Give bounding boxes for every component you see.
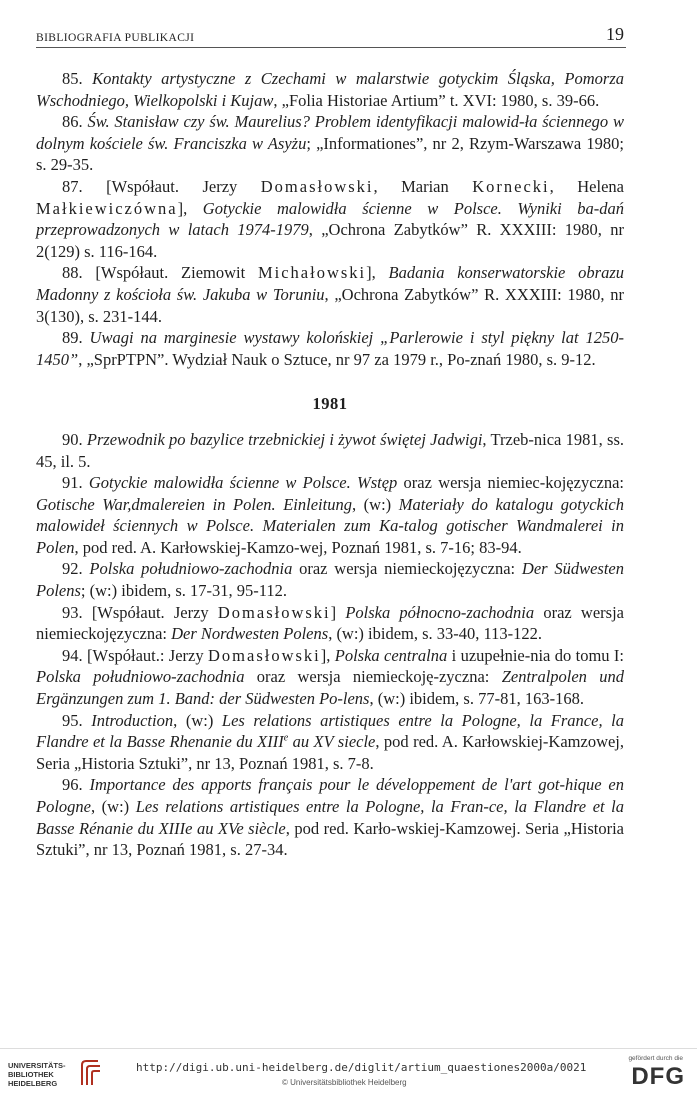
bibliography-entry: 89. Uwagi na marginesie wystawy kolońskiej „Parlerowie i styl piękny lat 1250-1450”, „SprPTPN”. Wydział Nauk o Sztuce, nr 97 za 1979 r., Po-znań 1980, s. 9-12. [36, 328, 625, 369]
footer-bar [0, 1048, 697, 1093]
bibliography-entry: 88. [Współaut. Ziemowit Michałowski], Badania konserwatorskie obrazu Madonny z kościoła św. Jakuba w Toruniu, „Ochrona Zabytków” R. XXXIII: 1980, nr 3(130), s. 231-144. [36, 263, 625, 326]
bibliography-entry: 96. Importance des apports français pour le développement de l'art got-hique en Pologne, (w:) Les relations artistiques entre la Pologne, la Fran-ce, la Flandre et la Basse Rénanie du XIIIe au XVe siècle, pod red. Karło-wskiej-Kamzowej. Seria „Historia Sztuki”, nr 13, Poznań 1981, s. 27-34. [36, 775, 625, 860]
funding-note: gefördert durch die [628, 1055, 683, 1062]
bibliography-body [36, 68, 624, 861]
bibliography-entry: 93. [Współaut. Jerzy Domasłowski] Polska północno-zachodnia oraz wersja niemieckojęzyczna: Der Nordwesten Polens, (w:) ibidem, s. 33-40, 113-122. [36, 602, 624, 644]
bibliography-entry: 85. Kontakty artystyczne z Czechami w malarstwie gotyckim Śląska, Pomorza Wschodniego, Wielkopolski i Kujaw, „Folia Historiae Artium” t. XVI: 1980, s. 39-66. [36, 69, 625, 110]
entries-1981 [36, 429, 624, 861]
bibliography-entry: 92. Polska południowo-zachodnia oraz wersja niemieckojęzyczna: Der Südwesten Polens; (w:) ibidem, s. 17-31, 95-112. [36, 559, 624, 601]
year-heading: 1981 [312, 394, 348, 414]
source-url-link[interactable]: http://digi.ub.uni-heidelberg.de/diglit/artium_quaestiones2000a/0021 [136, 1061, 587, 1074]
bibliography-entry: 87. [Współaut. Jerzy Domasłowski, Marian Kornecki, Helena Małkiewiczówna], Gotyckie malowidła ścienne w Polsce. Wyniki ba-dań przeprowadzonych w latach 1974-1979, „Ochrona Zabytków” R. XXXIII: 1980, nr 2(129) s. 116-164. [36, 176, 624, 261]
bibliography-entry: 95. Introduction, (w:) Les relations artistiques entre la Pologne, la France, la Flandre et la Basse Rhenanie du XIIIe au XV siecle, pod red. A. Karłowskiej-Kamzowej, Seria „Historia Sztuki”, nr 13, Poznań 1981, s. 7-8. [36, 710, 625, 773]
copyright-notice: © Universitätsbibliothek Heidelberg [282, 1078, 407, 1087]
page-number: 19 [606, 24, 624, 44]
dfg-logo[interactable]: DFG [631, 1063, 685, 1090]
bibliography-entry: 90. Przewodnik po bazylice trzebnickiej i żywot świętej Jadwigi, Trzeb-nica 1981, ss. 45, il. 5. [36, 429, 624, 471]
bibliography-entry: 86. Św. Stanisław czy św. Maurelius? Problem identyfikacji malowid-ła ściennego w dolnym kościele św. Franciszka w Asyżu; „Informationes”, nr 2, Rzym-Warszawa 1980; s. 29-35. [36, 112, 624, 175]
running-title: BIBLIOGRAFIA PUBLIKACJI [36, 32, 195, 44]
institution-name: UNIVERSITÄTS- BIBLIOTHEK HEIDELBERG [8, 1061, 66, 1088]
university-library-logo[interactable] [8, 1059, 103, 1089]
bibliography-entry: 91. Gotyckie malowidła ścienne w Polsce. Wstęp oraz wersja niemiec-kojęzyczna: Gotische War,dmalereien in Polen. Einleitung, (w:) Materiały do katalogu gotyckich malowideł ściennych w Polsce. Materialen zum Ka-talog gotischer Wandmalerei in Polen, pod red. A. Karłowskiej-Kamzo-wej, Poznań 1981, s. 7-16; 83-94. [36, 473, 624, 557]
bibliography-entry: 94. [Współaut.: Jerzy Domasłowski], Polska centralna i uzupełnie-nia do tomu I: Polska południowo-zachodnia oraz wersja niemieckoję-zyczna: Zentralpolen und Ergänzungen zum 1. Band: der Südwesten Po-lens, (w:) ibidem, s. 77-81, 163-168. [36, 645, 624, 709]
entries-1980 [36, 68, 624, 370]
running-header [36, 26, 626, 48]
library-emblem-icon [78, 1059, 102, 1087]
